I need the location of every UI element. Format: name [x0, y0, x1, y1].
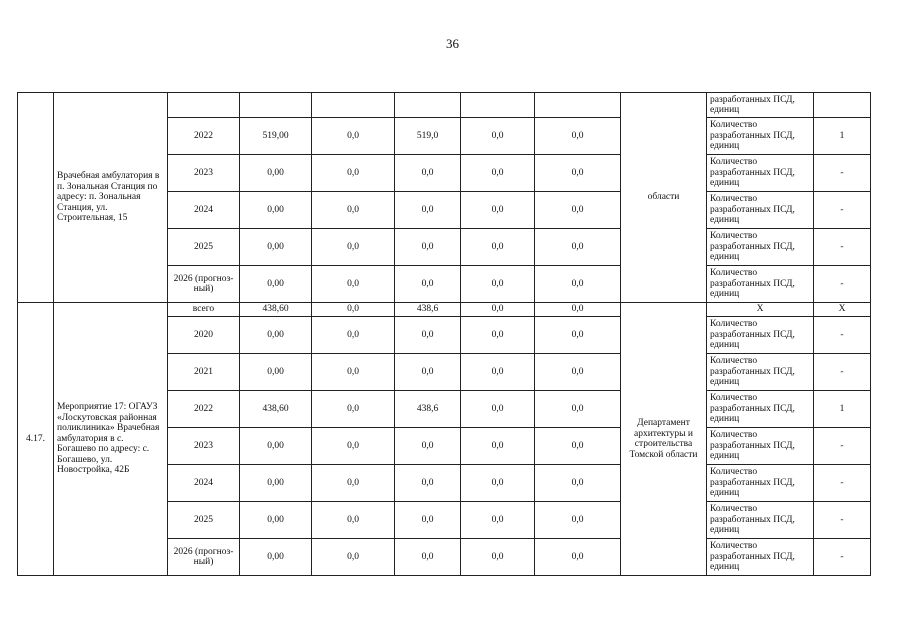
indicator-value-cell: 1	[814, 118, 871, 155]
year-cell: 2021	[168, 354, 240, 391]
indicator-value-cell: -	[814, 465, 871, 502]
indicator-cell: Количество разработанных ПСД, единиц	[707, 155, 814, 192]
municipal-cell	[461, 93, 535, 118]
indicator-value-cell: 1	[814, 391, 871, 428]
regional-cell: 0,0	[395, 428, 461, 465]
municipal-cell: 0,0	[461, 539, 535, 576]
year-cell: 2024	[168, 465, 240, 502]
indicator-value-cell: -	[814, 192, 871, 229]
total-cell: 0,00	[240, 317, 312, 354]
regional-cell: 0,0	[395, 155, 461, 192]
total-cell: 0,00	[240, 155, 312, 192]
total-cell: 0,00	[240, 354, 312, 391]
page-number: 36	[446, 36, 459, 51]
row-number-cell: 4.17.	[18, 303, 54, 576]
federal-cell: 0,0	[312, 155, 395, 192]
table-row	[18, 93, 871, 118]
indicator-value-cell: X	[814, 303, 871, 317]
municipal-cell: 0,0	[461, 391, 535, 428]
municipal-cell: 0,0	[461, 155, 535, 192]
other-cell: 0,0	[535, 465, 621, 502]
total-cell: 0,00	[240, 539, 312, 576]
federal-cell: 0,0	[312, 192, 395, 229]
indicator-cell: Количество разработанных ПСД, единиц	[707, 229, 814, 266]
other-cell: 0,0	[535, 354, 621, 391]
regional-cell: 0,0	[395, 465, 461, 502]
other-cell: 0,0	[535, 428, 621, 465]
program-table	[17, 92, 871, 576]
indicator-value-cell: -	[814, 354, 871, 391]
other-cell: 0,0	[535, 317, 621, 354]
other-cell: 0,0	[535, 266, 621, 303]
federal-cell: 0,0	[312, 229, 395, 266]
year-cell: 2026 (прогноз-ный)	[168, 539, 240, 576]
other-cell: 0,0	[535, 229, 621, 266]
total-cell: 0,00	[240, 428, 312, 465]
other-cell: 0,0	[535, 118, 621, 155]
municipal-cell: 0,0	[461, 354, 535, 391]
municipal-cell: 0,0	[461, 266, 535, 303]
indicator-cell: Количество разработанных ПСД, единиц	[707, 391, 814, 428]
indicator-value-cell: -	[814, 502, 871, 539]
total-cell: 0,00	[240, 192, 312, 229]
indicator-cell: X	[707, 303, 814, 317]
total-cell: 0,00	[240, 266, 312, 303]
indicator-value-cell: -	[814, 428, 871, 465]
year-cell: 2024	[168, 192, 240, 229]
municipal-cell: 0,0	[461, 118, 535, 155]
other-cell: 0,0	[535, 303, 621, 317]
year-cell: 2023	[168, 155, 240, 192]
federal-cell: 0,0	[312, 354, 395, 391]
other-cell: 0,0	[535, 391, 621, 428]
regional-cell	[395, 93, 461, 118]
municipal-cell: 0,0	[461, 229, 535, 266]
municipal-cell: 0,0	[461, 192, 535, 229]
indicator-cell: Количество разработанных ПСД, единиц	[707, 539, 814, 576]
indicator-value-cell: -	[814, 539, 871, 576]
indicator-cell: Количество разработанных ПСД, единиц	[707, 465, 814, 502]
federal-cell	[312, 93, 395, 118]
indicator-cell: Количество разработанных ПСД, единиц	[707, 502, 814, 539]
row-number-cell	[18, 93, 54, 303]
indicator-cell: Количество разработанных ПСД, единиц	[707, 354, 814, 391]
regional-cell: 0,0	[395, 539, 461, 576]
federal-cell: 0,0	[312, 317, 395, 354]
regional-cell: 0,0	[395, 502, 461, 539]
executor-cell: Департамент архитектуры и строительства Томской области	[621, 303, 707, 576]
federal-cell: 0,0	[312, 391, 395, 428]
indicator-cell: Количество разработанных ПСД, единиц	[707, 118, 814, 155]
indicator-value-cell: -	[814, 229, 871, 266]
municipal-cell: 0,0	[461, 317, 535, 354]
regional-cell: 519,0	[395, 118, 461, 155]
measure-description: Врачебная амбулатория в п. Зональная Станция по адресу: п. Зональная Станция, ул. Строительная, 15	[54, 93, 168, 303]
indicator-cell: Количество разработанных ПСД, единиц	[707, 192, 814, 229]
regional-cell: 0,0	[395, 354, 461, 391]
total-cell	[240, 93, 312, 118]
other-cell: 0,0	[535, 155, 621, 192]
indicator-cell: Количество разработанных ПСД, единиц	[707, 317, 814, 354]
federal-cell: 0,0	[312, 303, 395, 317]
federal-cell: 0,0	[312, 465, 395, 502]
total-cell: 0,00	[240, 465, 312, 502]
indicator-cell: разработанных ПСД, единиц	[707, 93, 814, 118]
indicator-value-cell: -	[814, 266, 871, 303]
executor-cell: области	[621, 93, 707, 303]
federal-cell: 0,0	[312, 266, 395, 303]
table-row-total	[18, 303, 871, 317]
other-cell: 0,0	[535, 192, 621, 229]
total-cell: 519,00	[240, 118, 312, 155]
year-cell: 2022	[168, 118, 240, 155]
federal-cell: 0,0	[312, 118, 395, 155]
year-cell	[168, 93, 240, 118]
regional-cell: 0,0	[395, 317, 461, 354]
total-cell: 0,00	[240, 229, 312, 266]
municipal-cell: 0,0	[461, 465, 535, 502]
federal-cell: 0,0	[312, 539, 395, 576]
regional-cell: 438,6	[395, 303, 461, 317]
total-cell: 0,00	[240, 502, 312, 539]
indicator-value-cell: -	[814, 317, 871, 354]
year-cell: 2022	[168, 391, 240, 428]
municipal-cell: 0,0	[461, 502, 535, 539]
indicator-cell: Количество разработанных ПСД, единиц	[707, 428, 814, 465]
year-cell: всего	[168, 303, 240, 317]
federal-cell: 0,0	[312, 428, 395, 465]
municipal-cell: 0,0	[461, 428, 535, 465]
year-cell: 2026 (прогноз-ный)	[168, 266, 240, 303]
indicator-cell: Количество разработанных ПСД, единиц	[707, 266, 814, 303]
indicator-value-cell: -	[814, 155, 871, 192]
regional-cell: 0,0	[395, 266, 461, 303]
other-cell: 0,0	[535, 539, 621, 576]
regional-cell: 0,0	[395, 192, 461, 229]
regional-cell: 438,6	[395, 391, 461, 428]
other-cell: 0,0	[535, 502, 621, 539]
other-cell	[535, 93, 621, 118]
federal-cell: 0,0	[312, 502, 395, 539]
total-cell: 438,60	[240, 303, 312, 317]
year-cell: 2025	[168, 502, 240, 539]
indicator-value-cell	[814, 93, 871, 118]
regional-cell: 0,0	[395, 229, 461, 266]
measure-description: Мероприятие 17: ОГАУЗ «Лоскутовская районная поликлиника» Врачебная амбулатория в с. Богашево по адресу: с. Богашево, ул. Новостройка, 42Б	[54, 303, 168, 576]
total-cell: 438,60	[240, 391, 312, 428]
year-cell: 2023	[168, 428, 240, 465]
year-cell: 2025	[168, 229, 240, 266]
municipal-cell: 0,0	[461, 303, 535, 317]
year-cell: 2020	[168, 317, 240, 354]
